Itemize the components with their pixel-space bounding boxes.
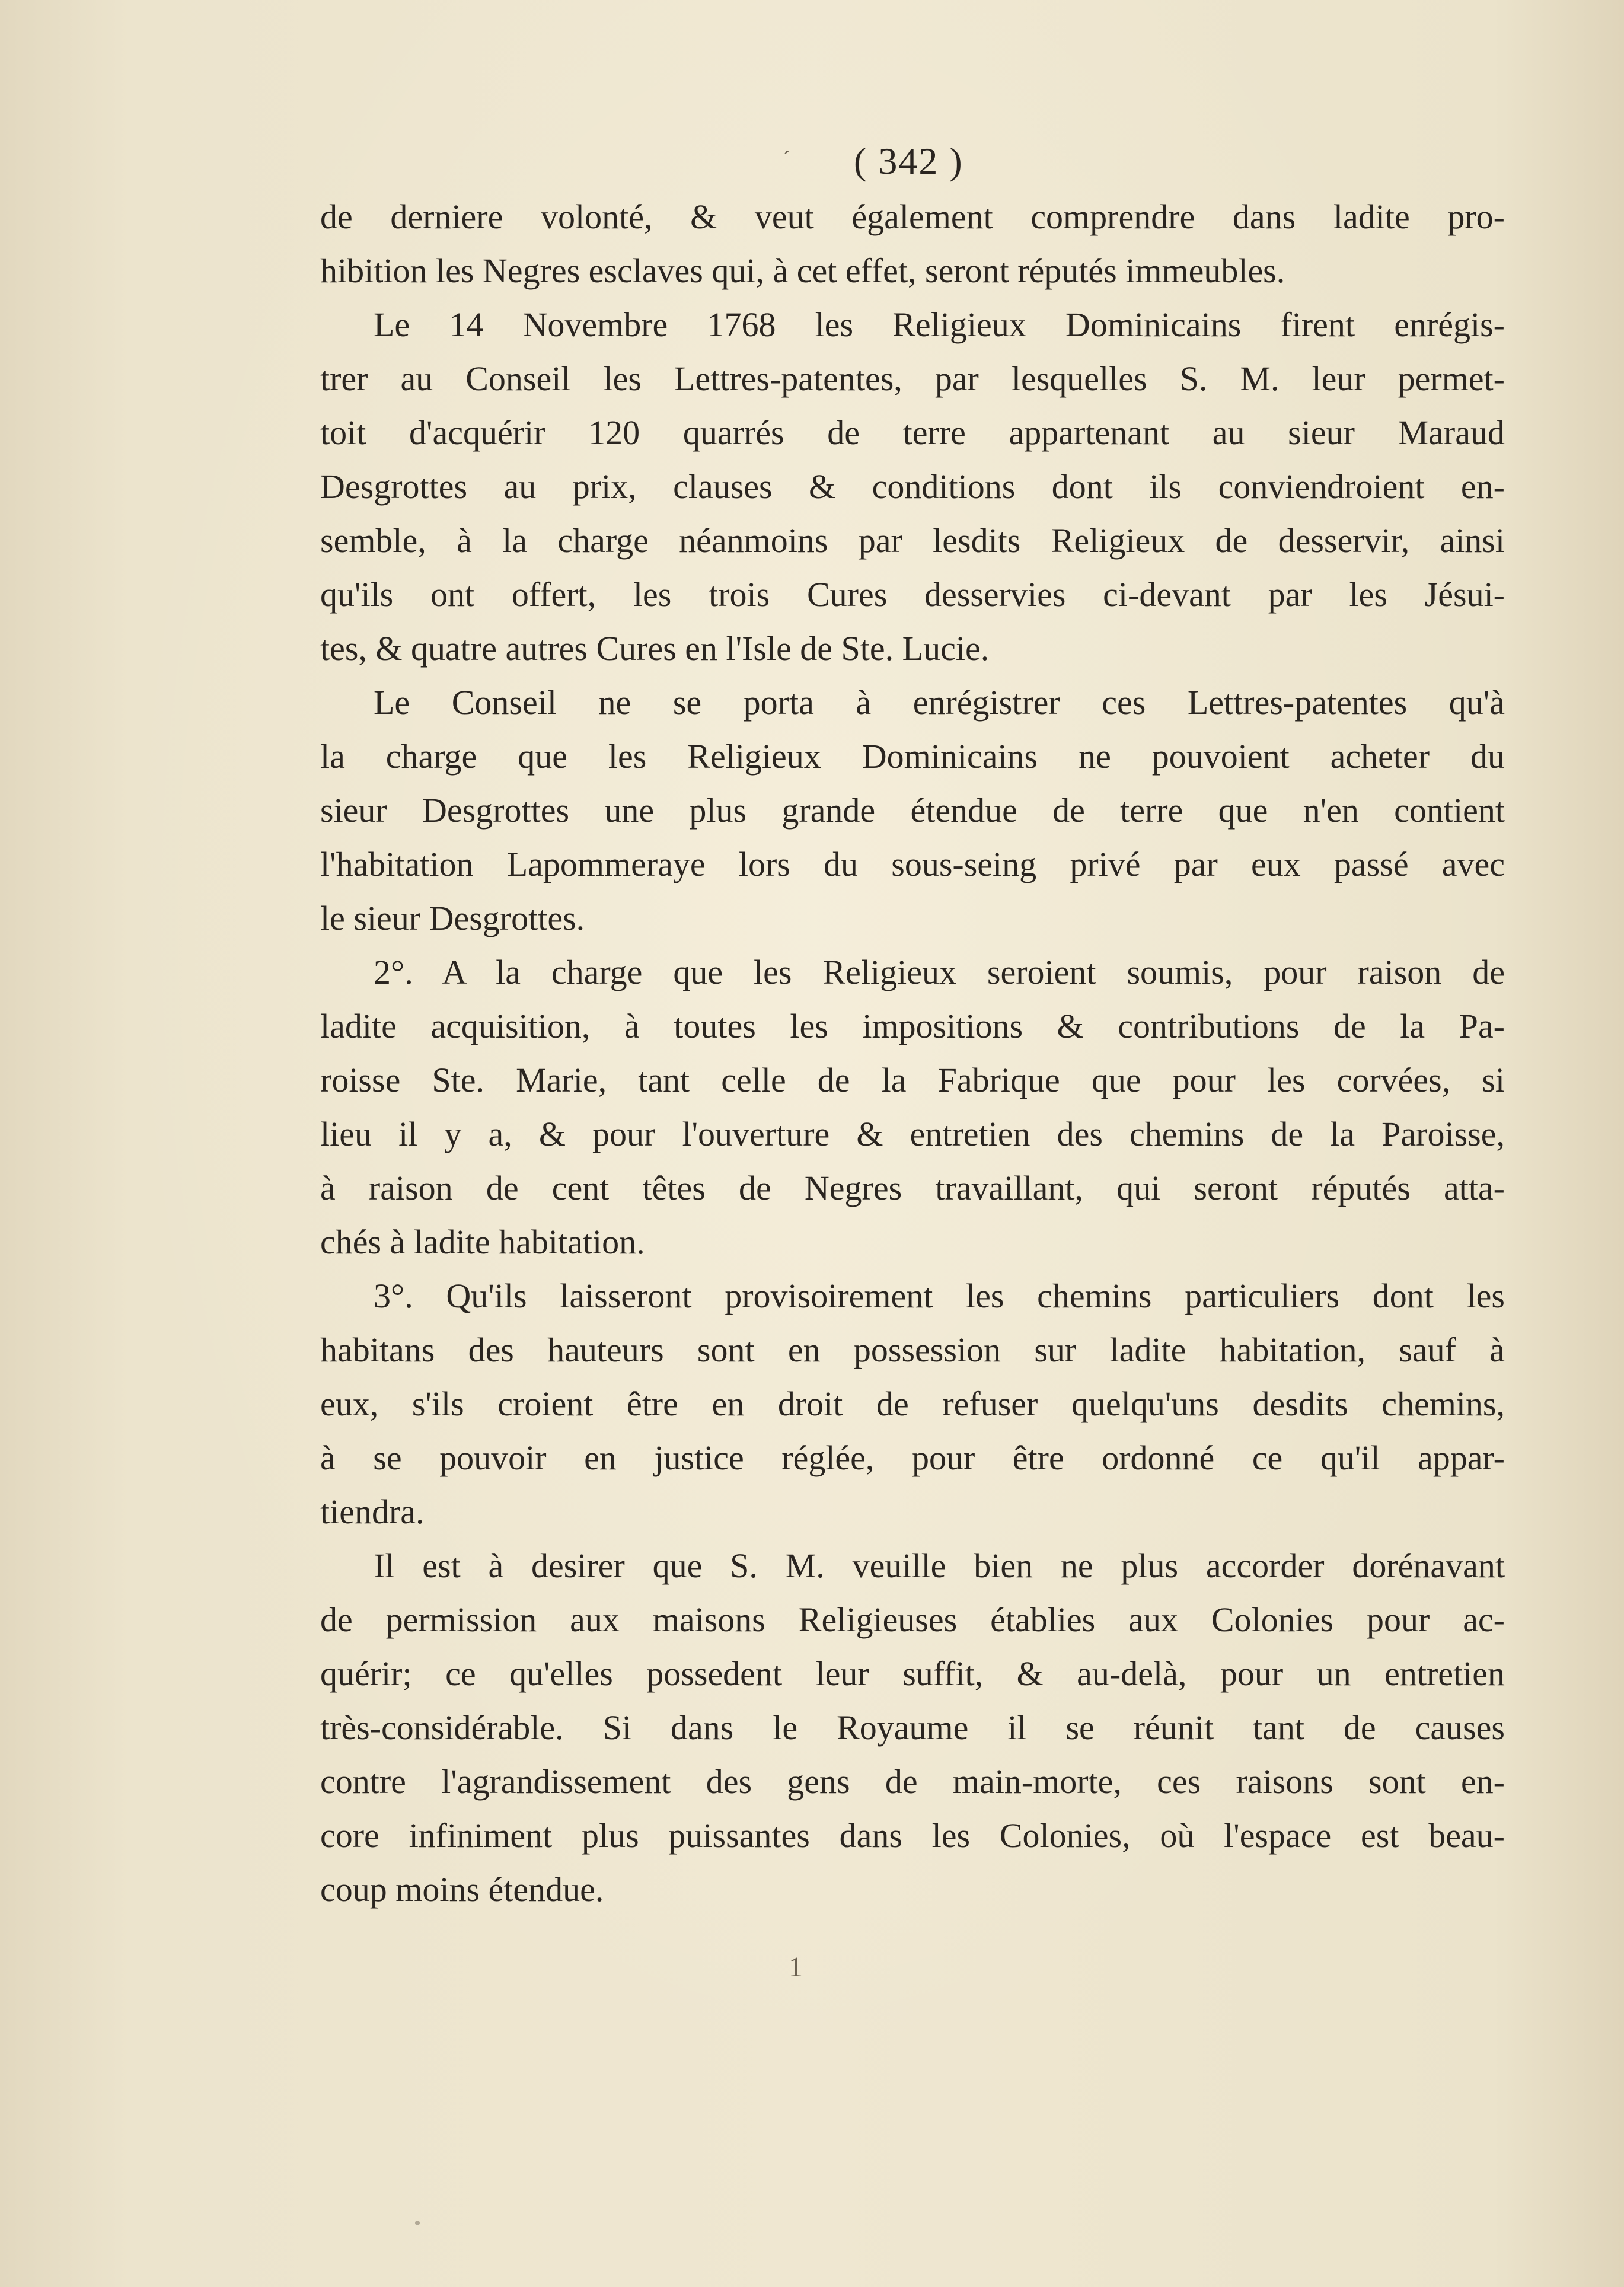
text-line: contre l'agrandissement des gens de main-morte, ces raisons sont en- xyxy=(320,1762,1505,1801)
text-line: coup moins étendue. xyxy=(320,1870,604,1909)
text-line: de derniere volonté, & veut également comprendre dans ladite pro- xyxy=(320,197,1505,236)
body-text xyxy=(320,190,1505,1916)
text-line: chés à ladite habitation. xyxy=(320,1223,645,1261)
text-line: lieu il y a, & pour l'ouverture & entretien des chemins de la Paroisse, xyxy=(320,1115,1505,1153)
text-line: tiendra. xyxy=(320,1492,425,1531)
text-line: à se pouvoir en justice réglée, pour être ordonné ce qu'il appar- xyxy=(320,1438,1505,1477)
text-line: la charge que les Religieux Dominicains ne pouvoient acheter du xyxy=(320,737,1505,776)
bottom-mark: 1 xyxy=(789,1951,803,1983)
text-line: trer au Conseil les Lettres-patentes, par lesquelles S. M. leur permet- xyxy=(320,359,1505,398)
text-line: eux, s'ils croient être en droit de refuser quelqu'uns desdits chemins, xyxy=(320,1385,1505,1423)
text-line: très-considérable. Si dans le Royaume il se réunit tant de causes xyxy=(320,1708,1505,1747)
text-line: l'habitation Lapommeraye lors du sous-seing privé par eux passé avec xyxy=(320,845,1505,883)
text-line: Le Conseil ne se porta à enrégistrer ces Lettres-patentes qu'à xyxy=(374,683,1505,722)
text-line: qu'ils ont offert, les trois Cures desservies ci-devant par les Jésui- xyxy=(320,575,1505,614)
text-line: Desgrottes au prix, clauses & conditions dont ils conviendroient en- xyxy=(320,467,1505,506)
text-line: toit d'acquérir 120 quarrés de terre appartenant au sieur Maraud xyxy=(320,413,1505,452)
text-line: ladite acquisition, à toutes les impositions & contributions de la Pa- xyxy=(320,1007,1505,1045)
text-line: de permission aux maisons Religieuses établies aux Colonies pour ac- xyxy=(320,1600,1505,1639)
text-line: core infiniment plus puissantes dans les Colonies, où l'espace est beau- xyxy=(320,1816,1505,1855)
text-line: hibition les Negres esclaves qui, à cet effet, seront réputés immeubles. xyxy=(320,251,1285,290)
text-line: semble, à la charge néanmoins par lesdits Religieux de desservir, ainsi xyxy=(320,521,1505,560)
text-line: 2°. A la charge que les Religieux seroient soumis, pour raison de xyxy=(374,953,1505,991)
text-line: tes, & quatre autres Cures en l'Isle de Ste. Lucie. xyxy=(320,629,990,668)
text-line: habitans des hauteurs sont en possession sur ladite habitation, sauf à xyxy=(320,1331,1505,1369)
text-line: quérir; ce qu'elles possedent leur suffit, & au-delà, pour un entretien xyxy=(320,1654,1505,1693)
text-line: Il est à desirer que S. M. veuille bien ne plus accorder dorénavant xyxy=(374,1546,1505,1585)
text-line: sieur Desgrottes une plus grande étendue de terre que n'en contient xyxy=(320,791,1505,830)
text-line: à raison de cent têtes de Negres travaillant, qui seront réputés atta- xyxy=(320,1169,1505,1207)
text-line: 3°. Qu'ils laisseront provisoirement les chemins particuliers dont les xyxy=(374,1277,1505,1315)
text-line: Le 14 Novembre 1768 les Religieux Dominicains firent enrégis- xyxy=(374,305,1505,344)
ink-spot xyxy=(415,2221,420,2225)
tick-mark: ´ xyxy=(783,146,791,173)
text-line: le sieur Desgrottes. xyxy=(320,899,585,937)
text-line: roisse Ste. Marie, tant celle de la Fabrique que pour les corvées, si xyxy=(320,1061,1505,1099)
page-number: ( 342 ) xyxy=(854,140,963,182)
